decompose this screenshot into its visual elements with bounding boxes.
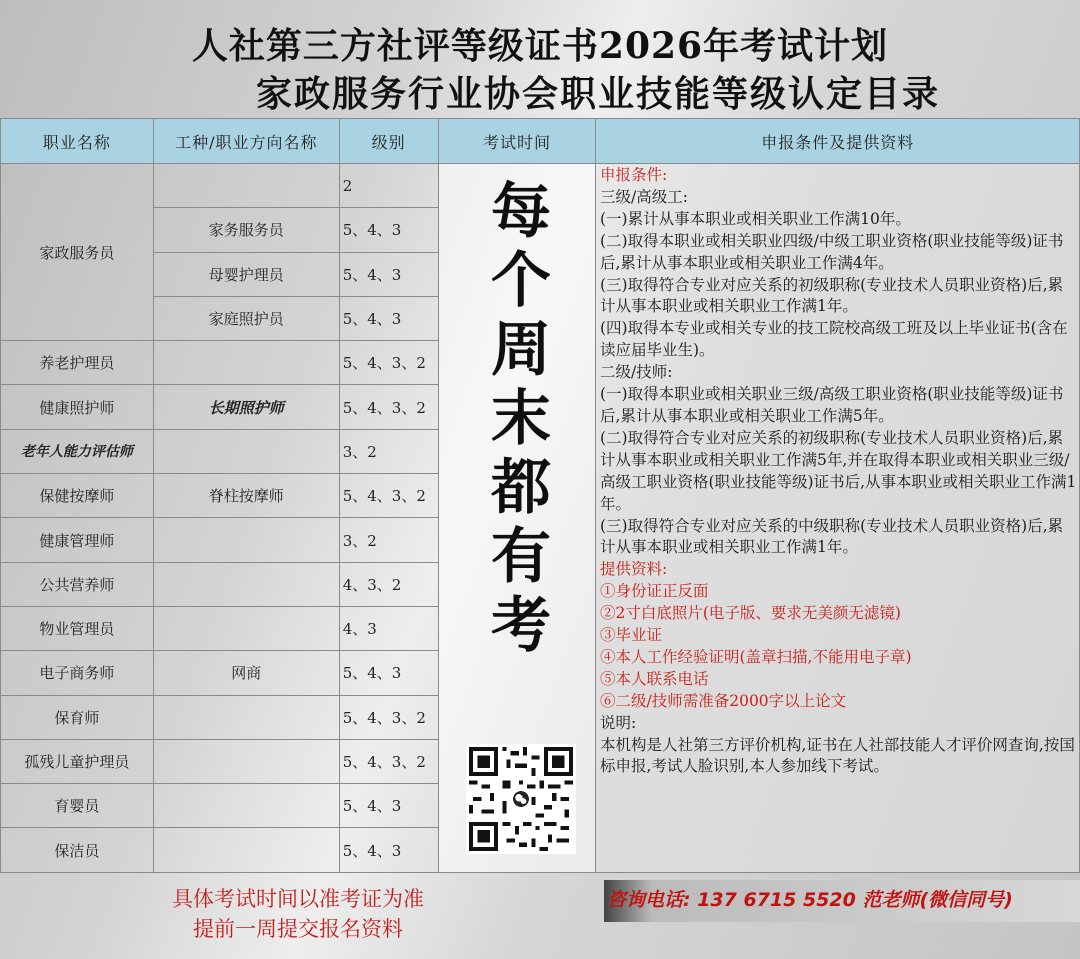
job-type-cell-highlight: 长期照护师 <box>153 385 339 429</box>
level-cell: 5、4、3 <box>339 651 438 695</box>
level-cell: 5、4、3、2 <box>339 385 438 429</box>
level-cell: 2 <box>339 164 438 208</box>
occupation-cell: 育婴员 <box>1 784 154 828</box>
occupation-cell: 电子商务师 <box>1 651 154 695</box>
job-type-cell: 网商 <box>153 651 339 695</box>
occupation-cell: 家政服务员 <box>1 164 154 341</box>
exam-time-vertical-text <box>486 178 556 661</box>
exam-time-char: 个 <box>491 246 551 316</box>
level-cell: 3、2 <box>339 429 438 473</box>
level-cell: 4、3 <box>339 606 438 650</box>
table-header-row <box>1 119 1080 164</box>
job-type-cell <box>153 164 339 208</box>
occupation-cell: 健康管理师 <box>1 518 154 562</box>
job-type-cell: 母婴护理员 <box>153 252 339 296</box>
job-type-cell <box>153 562 339 606</box>
exam-notice-line: 具体考试时间以准考证为准 <box>172 887 424 911</box>
level3-title: 三级/高级工: <box>600 187 688 206</box>
occupation-cell: 养老护理员 <box>1 341 154 385</box>
job-type-cell <box>153 739 339 783</box>
material-item: ③毕业证 <box>600 626 663 645</box>
level-cell: 5、4、3、2 <box>339 695 438 739</box>
material-item: ④本人工作经验证明(盖章扫描,不能用电子章) <box>600 647 912 666</box>
header-exam-time: 考试时间 <box>438 119 596 164</box>
wechat-qr-code-icon[interactable] <box>466 744 576 854</box>
material-item: ⑤本人联系电话 <box>600 669 709 688</box>
contact-phone[interactable]: 咨询电话: 137 6715 5520 范老师(微信同号) <box>607 889 1013 911</box>
occupation-cell: 保健按摩师 <box>1 474 154 518</box>
level-cell: 5、4、3、2 <box>339 341 438 385</box>
level3-item: (一)累计从事本职业或相关职业工作满10年。 <box>600 209 911 228</box>
level-cell: 5、4、3 <box>339 208 438 252</box>
job-type-cell <box>153 828 339 872</box>
exam-time-char: 周 <box>491 315 551 385</box>
material-item: ②2寸白底照片(电子版、要求无美颜无滤镜) <box>600 604 901 623</box>
exam-time-char: 末 <box>491 384 551 454</box>
section-title-requirements: 申报条件: <box>600 166 668 184</box>
job-type-cell <box>153 429 339 473</box>
exam-notice <box>0 884 596 944</box>
note-text: 本机构是人社第三方评价机构,证书在人社部技能人才评价网查询,按国标申报,考试人脸识别,本人参加线下考试。 <box>600 735 1075 776</box>
job-type-cell: 家庭照护员 <box>153 296 339 340</box>
occupation-cell: 保洁员 <box>1 828 154 872</box>
material-item: ①身份证正反面 <box>600 582 709 601</box>
exam-time-char: 都 <box>491 453 551 523</box>
job-type-cell <box>153 518 339 562</box>
level-cell: 5、4、3 <box>339 828 438 872</box>
note-title: 说明: <box>600 713 637 732</box>
header-job-type: 工种/职业方向名称 <box>153 119 339 164</box>
material-item: ⑥二级/技师需准备2000字以上论文 <box>600 691 847 710</box>
level3-item: (二)取得本职业或相关职业四级/中级工职业资格(职业技能等级)证书后,累计从事本职业或相关职业工作满4年。 <box>600 231 1064 272</box>
occupation-cell: 孤残儿童护理员 <box>1 739 154 783</box>
exam-time-char: 有 <box>491 522 551 592</box>
level3-item: (三)取得符合专业对应关系的初级职称(专业技术人员职业资格)后,累计从事本职业或相关职业工作满1年。 <box>600 275 1064 316</box>
header-occupation: 职业名称 <box>1 119 154 164</box>
level-cell: 5、4、3、2 <box>339 474 438 518</box>
job-type-cell: 脊柱按摩师 <box>153 474 339 518</box>
exam-time-char: 每 <box>491 177 551 247</box>
level-cell: 5、4、3 <box>339 784 438 828</box>
level3-item: (四)取得本专业或相关专业的技工院校高级工班及以上毕业证书(含在读应届毕业生)。 <box>600 319 1068 360</box>
job-type-cell <box>153 341 339 385</box>
level2-title: 二级/技师: <box>600 363 673 382</box>
job-type-cell: 家务服务员 <box>153 208 339 252</box>
level-cell: 3、2 <box>339 518 438 562</box>
occupation-cell: 公共营养师 <box>1 562 154 606</box>
job-type-cell <box>153 695 339 739</box>
header-level: 级别 <box>339 119 438 164</box>
level-cell: 5、4、3 <box>339 296 438 340</box>
level-cell: 4、3、2 <box>339 562 438 606</box>
header-requirements: 申报条件及提供资料 <box>596 119 1080 164</box>
requirements-text <box>600 165 1078 778</box>
occupation-cell: 健康照护师 <box>1 385 154 429</box>
level2-item: (二)取得符合专业对应关系的初级职称(专业技术人员职业资格)后,累计从事本职业或相关职业工作满5年,并在取得本职业或相关职业三级/高级工职业资格(职业技能等级)证书后,从事本职业或相关职业工作满1年。 <box>600 428 1077 513</box>
level2-item: (三)取得符合专业对应关系的中级职称(专业技术人员职业资格)后,累计从事本职业或相关职业工作满1年。 <box>600 516 1064 557</box>
level-cell: 5、4、3、2 <box>339 739 438 783</box>
page-title: 人社第三方社评等级证书2026年考试计划 <box>191 25 889 67</box>
level-cell: 5、4、3 <box>339 252 438 296</box>
page-subtitle: 家政服务行业协会职业技能等级认定目录 <box>256 73 941 115</box>
job-type-cell <box>153 606 339 650</box>
occupation-cell: 物业管理员 <box>1 606 154 650</box>
job-type-cell <box>153 784 339 828</box>
exam-notice-line: 提前一周提交报名资料 <box>193 917 403 941</box>
exam-time-char: 考 <box>491 591 551 661</box>
occupation-cell-highlight: 老年人能力评估师 <box>1 429 154 473</box>
level2-item: (一)取得本职业或相关职业三级/高级工职业资格(职业技能等级)证书后,累计从事本职业或相关职业工作满5年。 <box>600 385 1064 425</box>
section-title-materials: 提供资料: <box>600 560 668 579</box>
occupation-cell: 保育师 <box>1 695 154 739</box>
